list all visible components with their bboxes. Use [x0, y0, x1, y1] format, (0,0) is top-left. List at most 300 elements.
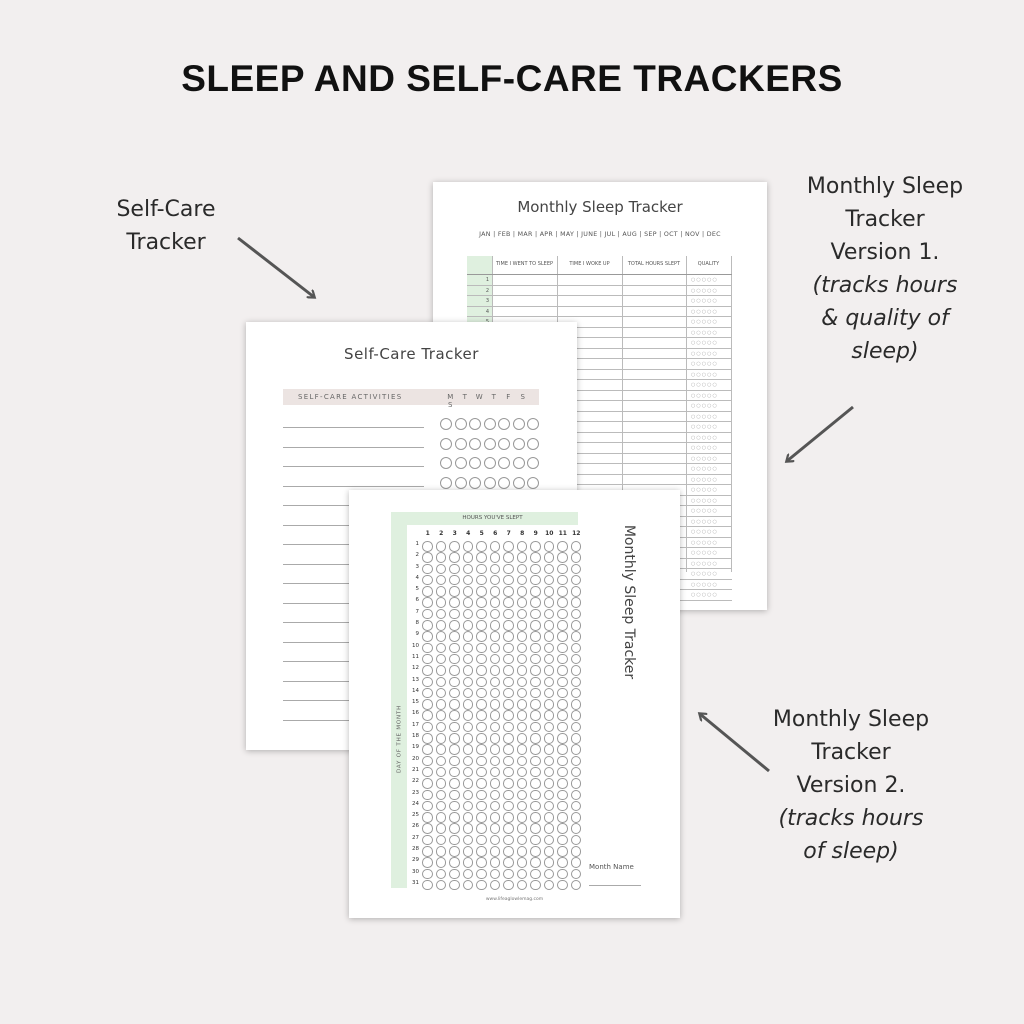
hour-circle[interactable] — [476, 654, 487, 665]
hour-circle[interactable] — [544, 767, 555, 778]
checkbox-circle[interactable] — [484, 418, 496, 430]
hour-circle[interactable] — [571, 823, 582, 834]
hour-circle[interactable] — [557, 620, 568, 631]
hour-circle[interactable] — [517, 767, 528, 778]
hour-circle[interactable] — [544, 654, 555, 665]
hour-circle[interactable] — [449, 880, 460, 891]
hour-circle[interactable] — [517, 586, 528, 597]
hour-circle[interactable] — [436, 575, 447, 586]
hour-circle[interactable] — [436, 654, 447, 665]
hour-circle[interactable] — [517, 835, 528, 846]
hour-circle[interactable] — [544, 643, 555, 654]
hour-circle[interactable] — [544, 823, 555, 834]
hour-circle[interactable] — [530, 665, 541, 676]
checkbox-circle[interactable] — [513, 438, 525, 450]
hour-circle[interactable] — [530, 722, 541, 733]
hour-circle[interactable] — [463, 699, 474, 710]
hour-circle[interactable] — [436, 699, 447, 710]
hour-circle[interactable] — [449, 756, 460, 767]
checkbox-circle[interactable] — [455, 457, 467, 469]
hour-circle[interactable] — [436, 620, 447, 631]
hour-circle[interactable] — [463, 880, 474, 891]
hour-circle[interactable] — [476, 575, 487, 586]
hour-circle[interactable] — [571, 744, 582, 755]
hour-circle[interactable] — [517, 756, 528, 767]
hour-circle[interactable] — [544, 778, 555, 789]
hour-circle[interactable] — [503, 812, 514, 823]
hour-circle[interactable] — [463, 552, 474, 563]
checkbox-circle[interactable] — [527, 457, 539, 469]
hour-circle[interactable] — [503, 665, 514, 676]
checkbox-circle[interactable] — [527, 418, 539, 430]
hour-circle[interactable] — [422, 620, 433, 631]
hour-circle[interactable] — [476, 564, 487, 575]
hour-circle[interactable] — [436, 609, 447, 620]
checkbox-circle[interactable] — [440, 477, 452, 489]
hour-circle[interactable] — [422, 767, 433, 778]
hour-circle[interactable] — [476, 880, 487, 891]
hour-circle[interactable] — [436, 710, 447, 721]
hour-circle[interactable] — [517, 857, 528, 868]
hour-circle[interactable] — [571, 880, 582, 891]
hour-circle[interactable] — [436, 722, 447, 733]
hour-circle[interactable] — [530, 575, 541, 586]
hour-circle[interactable] — [503, 778, 514, 789]
hour-circle[interactable] — [449, 552, 460, 563]
hour-circle[interactable] — [503, 609, 514, 620]
hour-circle[interactable] — [436, 880, 447, 891]
hour-circle[interactable] — [517, 654, 528, 665]
hour-circle[interactable] — [436, 733, 447, 744]
hour-circle[interactable] — [530, 756, 541, 767]
hour-circle[interactable] — [463, 744, 474, 755]
hour-circle[interactable] — [530, 869, 541, 880]
hour-circle[interactable] — [557, 552, 568, 563]
hour-circle[interactable] — [436, 778, 447, 789]
activity-line[interactable] — [283, 427, 424, 428]
hour-circle[interactable] — [490, 790, 501, 801]
hour-circle[interactable] — [449, 801, 460, 812]
hour-circle[interactable] — [422, 586, 433, 597]
hour-circle[interactable] — [503, 756, 514, 767]
activity-line[interactable] — [283, 486, 424, 487]
hour-circle[interactable] — [517, 846, 528, 857]
hour-circle[interactable] — [530, 541, 541, 552]
hour-circle[interactable] — [571, 790, 582, 801]
hour-circle[interactable] — [449, 767, 460, 778]
hour-circle[interactable] — [503, 733, 514, 744]
hour-circle[interactable] — [517, 801, 528, 812]
hour-circle[interactable] — [503, 677, 514, 688]
hour-circle[interactable] — [422, 597, 433, 608]
hour-circle[interactable] — [517, 869, 528, 880]
hour-circle[interactable] — [517, 677, 528, 688]
hour-circle[interactable] — [571, 643, 582, 654]
hour-circle[interactable] — [449, 541, 460, 552]
hour-circle[interactable] — [463, 597, 474, 608]
hour-circle[interactable] — [490, 846, 501, 857]
hour-circle[interactable] — [463, 790, 474, 801]
hour-circle[interactable] — [449, 665, 460, 676]
hour-circle[interactable] — [503, 767, 514, 778]
hour-circle[interactable] — [557, 733, 568, 744]
hour-circle[interactable] — [422, 857, 433, 868]
hour-circle[interactable] — [463, 846, 474, 857]
hour-circle[interactable] — [530, 643, 541, 654]
hour-circle[interactable] — [490, 710, 501, 721]
hour-circle[interactable] — [476, 631, 487, 642]
hour-circle[interactable] — [571, 846, 582, 857]
hour-circle[interactable] — [463, 801, 474, 812]
hour-circle[interactable] — [436, 790, 447, 801]
hour-circle[interactable] — [503, 654, 514, 665]
hour-circle[interactable] — [449, 677, 460, 688]
hour-circle[interactable] — [557, 597, 568, 608]
hour-circle[interactable] — [436, 586, 447, 597]
hour-circle[interactable] — [449, 710, 460, 721]
hour-circle[interactable] — [544, 541, 555, 552]
hour-circle[interactable] — [544, 812, 555, 823]
hour-circle[interactable] — [503, 880, 514, 891]
hour-circle[interactable] — [476, 643, 487, 654]
hour-circle[interactable] — [571, 733, 582, 744]
hour-circle[interactable] — [557, 744, 568, 755]
hour-circle[interactable] — [544, 846, 555, 857]
hour-circle[interactable] — [571, 575, 582, 586]
hour-circle[interactable] — [571, 767, 582, 778]
hour-circle[interactable] — [422, 665, 433, 676]
hour-circle[interactable] — [422, 801, 433, 812]
hour-circle[interactable] — [490, 823, 501, 834]
checkbox-circle[interactable] — [455, 418, 467, 430]
hour-circle[interactable] — [463, 643, 474, 654]
hour-circle[interactable] — [544, 869, 555, 880]
hour-circle[interactable] — [490, 597, 501, 608]
hour-circle[interactable] — [490, 744, 501, 755]
hour-circle[interactable] — [449, 778, 460, 789]
hour-circle[interactable] — [544, 744, 555, 755]
hour-circle[interactable] — [449, 790, 460, 801]
hour-circle[interactable] — [463, 722, 474, 733]
hour-circle[interactable] — [530, 597, 541, 608]
hour-circle[interactable] — [517, 688, 528, 699]
hour-circle[interactable] — [436, 688, 447, 699]
hour-circle[interactable] — [557, 541, 568, 552]
hour-circle[interactable] — [463, 688, 474, 699]
hour-circle[interactable] — [557, 756, 568, 767]
hour-circle[interactable] — [571, 620, 582, 631]
hour-circle[interactable] — [436, 801, 447, 812]
hour-circle[interactable] — [490, 564, 501, 575]
hour-circle[interactable] — [544, 857, 555, 868]
hour-circle[interactable] — [557, 835, 568, 846]
hour-circle[interactable] — [571, 835, 582, 846]
hour-circle[interactable] — [449, 823, 460, 834]
hour-circle[interactable] — [436, 643, 447, 654]
hour-circle[interactable] — [544, 801, 555, 812]
hour-circle[interactable] — [490, 677, 501, 688]
hour-circle[interactable] — [571, 778, 582, 789]
activity-line[interactable] — [283, 466, 424, 467]
hour-circle[interactable] — [490, 654, 501, 665]
hour-circle[interactable] — [463, 835, 474, 846]
hour-circle[interactable] — [530, 733, 541, 744]
hour-circle[interactable] — [449, 857, 460, 868]
hour-circle[interactable] — [517, 564, 528, 575]
hour-circle[interactable] — [463, 665, 474, 676]
hour-circle[interactable] — [544, 552, 555, 563]
hour-circle[interactable] — [517, 620, 528, 631]
hour-circle[interactable] — [557, 722, 568, 733]
hour-circle[interactable] — [449, 643, 460, 654]
hour-circle[interactable] — [517, 631, 528, 642]
hour-circle[interactable] — [422, 688, 433, 699]
hour-circle[interactable] — [476, 552, 487, 563]
hour-circle[interactable] — [463, 575, 474, 586]
hour-circle[interactable] — [476, 744, 487, 755]
hour-circle[interactable] — [557, 801, 568, 812]
hour-circle[interactable] — [490, 756, 501, 767]
hour-circle[interactable] — [544, 597, 555, 608]
hour-circle[interactable] — [476, 756, 487, 767]
hour-circle[interactable] — [463, 654, 474, 665]
hour-circle[interactable] — [571, 597, 582, 608]
hour-circle[interactable] — [503, 846, 514, 857]
hour-circle[interactable] — [476, 620, 487, 631]
hour-circle[interactable] — [530, 677, 541, 688]
hour-circle[interactable] — [436, 767, 447, 778]
hour-circle[interactable] — [422, 733, 433, 744]
hour-circle[interactable] — [503, 790, 514, 801]
hour-circle[interactable] — [530, 835, 541, 846]
hour-circle[interactable] — [463, 778, 474, 789]
hour-circle[interactable] — [544, 564, 555, 575]
hour-circle[interactable] — [517, 744, 528, 755]
hour-circle[interactable] — [557, 688, 568, 699]
hour-circle[interactable] — [530, 857, 541, 868]
hour-circle[interactable] — [463, 564, 474, 575]
hour-circle[interactable] — [571, 812, 582, 823]
hour-circle[interactable] — [571, 609, 582, 620]
hour-circle[interactable] — [436, 665, 447, 676]
hour-circle[interactable] — [436, 744, 447, 755]
hour-circle[interactable] — [476, 823, 487, 834]
hour-circle[interactable] — [517, 609, 528, 620]
hour-circle[interactable] — [517, 880, 528, 891]
hour-circle[interactable] — [544, 688, 555, 699]
hour-circle[interactable] — [449, 586, 460, 597]
hour-circle[interactable] — [436, 564, 447, 575]
hour-circle[interactable] — [422, 631, 433, 642]
hour-circle[interactable] — [557, 564, 568, 575]
hour-circle[interactable] — [503, 564, 514, 575]
hour-circle[interactable] — [517, 778, 528, 789]
hour-circle[interactable] — [436, 857, 447, 868]
hour-circle[interactable] — [436, 756, 447, 767]
hour-circle[interactable] — [517, 699, 528, 710]
hour-circle[interactable] — [449, 620, 460, 631]
hour-circle[interactable] — [490, 835, 501, 846]
hour-circle[interactable] — [503, 801, 514, 812]
hour-circle[interactable] — [422, 564, 433, 575]
hour-circle[interactable] — [517, 710, 528, 721]
hour-circle[interactable] — [463, 710, 474, 721]
hour-circle[interactable] — [571, 586, 582, 597]
hour-circle[interactable] — [503, 688, 514, 699]
hour-circle[interactable] — [530, 744, 541, 755]
hour-circle[interactable] — [530, 654, 541, 665]
hour-circle[interactable] — [476, 857, 487, 868]
hour-circle[interactable] — [571, 541, 582, 552]
hour-circle[interactable] — [436, 597, 447, 608]
hour-circle[interactable] — [503, 541, 514, 552]
hour-circle[interactable] — [449, 609, 460, 620]
hour-circle[interactable] — [530, 620, 541, 631]
hour-circle[interactable] — [503, 620, 514, 631]
hour-circle[interactable] — [517, 541, 528, 552]
hour-circle[interactable] — [422, 575, 433, 586]
hour-circle[interactable] — [503, 699, 514, 710]
hour-circle[interactable] — [490, 733, 501, 744]
hour-circle[interactable] — [571, 665, 582, 676]
hour-circle[interactable] — [503, 586, 514, 597]
hour-circle[interactable] — [557, 677, 568, 688]
hour-circle[interactable] — [490, 631, 501, 642]
hour-circle[interactable] — [571, 857, 582, 868]
hour-circle[interactable] — [422, 643, 433, 654]
hour-circle[interactable] — [449, 597, 460, 608]
hour-circle[interactable] — [503, 835, 514, 846]
hour-circle[interactable] — [449, 812, 460, 823]
hour-circle[interactable] — [490, 688, 501, 699]
hour-circle[interactable] — [544, 575, 555, 586]
hour-circle[interactable] — [490, 801, 501, 812]
hour-circle[interactable] — [463, 586, 474, 597]
hour-circle[interactable] — [463, 869, 474, 880]
hour-circle[interactable] — [557, 823, 568, 834]
hour-circle[interactable] — [503, 597, 514, 608]
hour-circle[interactable] — [422, 710, 433, 721]
hour-circle[interactable] — [463, 677, 474, 688]
hour-circle[interactable] — [544, 665, 555, 676]
hour-circle[interactable] — [449, 688, 460, 699]
hour-circle[interactable] — [490, 869, 501, 880]
hour-circle[interactable] — [476, 801, 487, 812]
hour-circle[interactable] — [463, 756, 474, 767]
hour-circle[interactable] — [436, 552, 447, 563]
hour-circle[interactable] — [557, 654, 568, 665]
hour-circle[interactable] — [476, 790, 487, 801]
hour-circle[interactable] — [557, 710, 568, 721]
hour-circle[interactable] — [557, 609, 568, 620]
hour-circle[interactable] — [544, 756, 555, 767]
hour-circle[interactable] — [490, 778, 501, 789]
hour-circle[interactable] — [476, 778, 487, 789]
hour-circle[interactable] — [422, 677, 433, 688]
hour-circle[interactable] — [476, 846, 487, 857]
checkbox-circle[interactable] — [440, 457, 452, 469]
hour-circle[interactable] — [571, 677, 582, 688]
hour-circle[interactable] — [571, 801, 582, 812]
hour-circle[interactable] — [490, 541, 501, 552]
hour-circle[interactable] — [557, 880, 568, 891]
hour-circle[interactable] — [476, 710, 487, 721]
hour-circle[interactable] — [422, 552, 433, 563]
hour-circle[interactable] — [517, 733, 528, 744]
hour-circle[interactable] — [530, 801, 541, 812]
hour-circle[interactable] — [557, 846, 568, 857]
hour-circle[interactable] — [517, 823, 528, 834]
hour-circle[interactable] — [476, 609, 487, 620]
hour-circle[interactable] — [517, 643, 528, 654]
hour-circle[interactable] — [463, 857, 474, 868]
hour-circle[interactable] — [490, 620, 501, 631]
hour-circle[interactable] — [436, 869, 447, 880]
checkbox-circle[interactable] — [513, 477, 525, 489]
hour-circle[interactable] — [557, 699, 568, 710]
hour-circle[interactable] — [422, 812, 433, 823]
hour-circle[interactable] — [463, 823, 474, 834]
hour-circle[interactable] — [490, 722, 501, 733]
hour-circle[interactable] — [571, 552, 582, 563]
hour-circle[interactable] — [571, 722, 582, 733]
hour-circle[interactable] — [517, 552, 528, 563]
checkbox-circle[interactable] — [469, 418, 481, 430]
hour-circle[interactable] — [476, 869, 487, 880]
checkbox-circle[interactable] — [484, 457, 496, 469]
hour-circle[interactable] — [476, 586, 487, 597]
hour-circle[interactable] — [422, 823, 433, 834]
hour-circle[interactable] — [503, 710, 514, 721]
hour-circle[interactable] — [517, 665, 528, 676]
checkbox-circle[interactable] — [498, 418, 510, 430]
hour-circle[interactable] — [571, 710, 582, 721]
hour-circle[interactable] — [503, 631, 514, 642]
hour-circle[interactable] — [476, 677, 487, 688]
hour-circle[interactable] — [544, 699, 555, 710]
hour-circle[interactable] — [422, 722, 433, 733]
hour-circle[interactable] — [422, 835, 433, 846]
hour-circle[interactable] — [530, 631, 541, 642]
hour-circle[interactable] — [490, 609, 501, 620]
hour-circle[interactable] — [530, 846, 541, 857]
hour-circle[interactable] — [557, 575, 568, 586]
hour-circle[interactable] — [422, 654, 433, 665]
hour-circle[interactable] — [557, 665, 568, 676]
hour-circle[interactable] — [544, 631, 555, 642]
hour-circle[interactable] — [530, 823, 541, 834]
hour-circle[interactable] — [530, 790, 541, 801]
hour-circle[interactable] — [544, 710, 555, 721]
hour-circle[interactable] — [436, 677, 447, 688]
hour-circle[interactable] — [544, 586, 555, 597]
hour-circle[interactable] — [571, 869, 582, 880]
hour-circle[interactable] — [557, 812, 568, 823]
hour-circle[interactable] — [503, 722, 514, 733]
checkbox-circle[interactable] — [498, 457, 510, 469]
hour-circle[interactable] — [530, 552, 541, 563]
hour-circle[interactable] — [422, 846, 433, 857]
hour-circle[interactable] — [449, 575, 460, 586]
hour-circle[interactable] — [422, 699, 433, 710]
hour-circle[interactable] — [463, 767, 474, 778]
hour-circle[interactable] — [449, 699, 460, 710]
hour-circle[interactable] — [490, 857, 501, 868]
hour-circle[interactable] — [503, 744, 514, 755]
hour-circle[interactable] — [530, 880, 541, 891]
hour-circle[interactable] — [463, 620, 474, 631]
checkbox-circle[interactable] — [469, 477, 481, 489]
